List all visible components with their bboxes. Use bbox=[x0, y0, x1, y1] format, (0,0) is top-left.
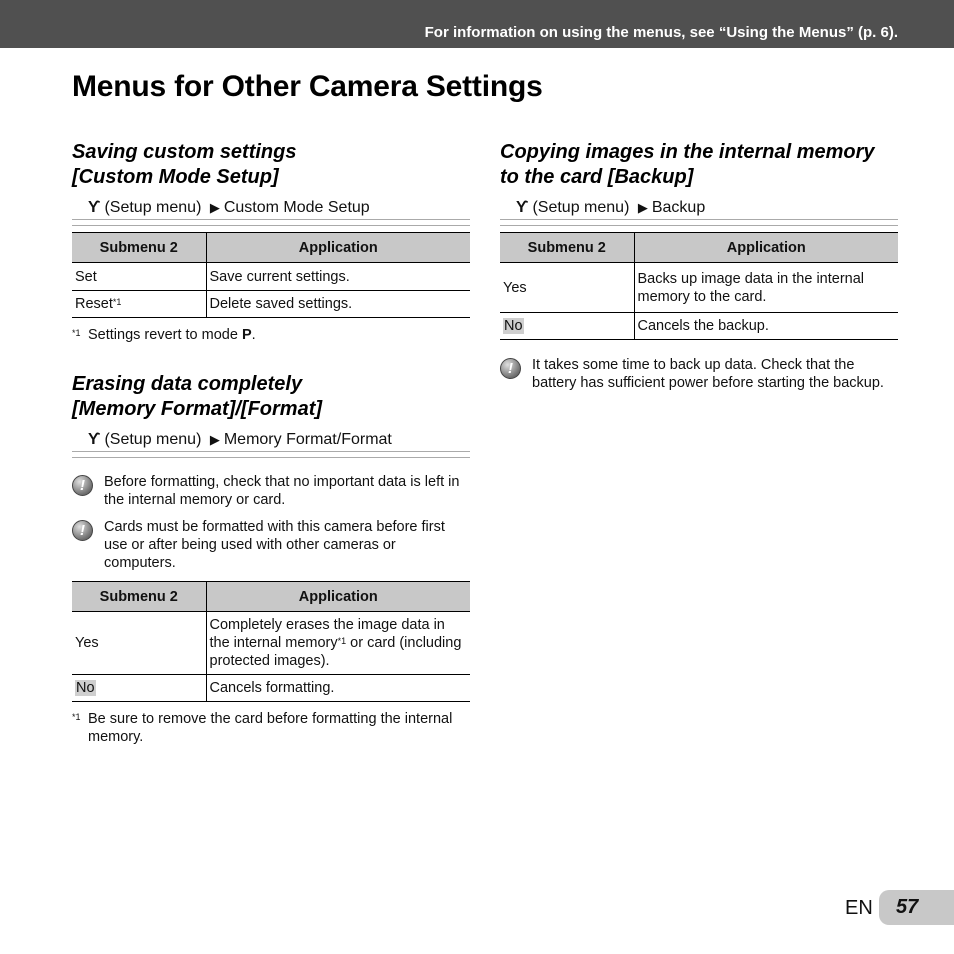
caution-note: ! Before formatting, check that no important data is left in the internal memory or card. bbox=[72, 473, 470, 509]
right-triangle-icon: ▶ bbox=[209, 432, 220, 447]
menu-path-backup: ϒ (Setup menu) ▶ Backup bbox=[500, 198, 898, 220]
header-application: Application bbox=[206, 582, 470, 612]
right-triangle-icon: ▶ bbox=[209, 200, 220, 215]
cell-application: Save current settings. bbox=[206, 263, 470, 291]
table-memory-format bbox=[72, 581, 470, 702]
right-column bbox=[500, 140, 898, 392]
table-row bbox=[72, 612, 470, 675]
table-header-row bbox=[500, 233, 898, 263]
highlighted-default: No bbox=[76, 680, 95, 696]
header-submenu: Submenu 2 bbox=[72, 233, 206, 263]
caution-note: ! Cards must be formatted with this camera before first use or after being used with other cameras or computers. bbox=[72, 518, 470, 572]
header-application: Application bbox=[634, 233, 898, 263]
footnote-custom-mode: *1 Settings revert to mode P. bbox=[72, 327, 256, 343]
table-header-row bbox=[72, 582, 470, 612]
right-triangle-icon: ▶ bbox=[637, 200, 648, 215]
caution-exclamation-icon: ! bbox=[72, 520, 93, 541]
cell-application: Cancels formatting. bbox=[206, 675, 470, 702]
wrench-icon: ϒ bbox=[88, 431, 101, 448]
table-row bbox=[500, 263, 898, 313]
cell-submenu: Reset$^{*1}$ bbox=[72, 291, 206, 318]
header-submenu: Submenu 2 bbox=[500, 233, 634, 263]
cell-application: Delete saved settings. bbox=[206, 291, 470, 318]
footnote-ref: *1 bbox=[112, 297, 122, 307]
highlighted-default: No bbox=[504, 318, 523, 334]
wrench-icon: ϒ bbox=[516, 199, 529, 216]
footnote-ref: *1 bbox=[337, 636, 347, 646]
cell-submenu: Yes bbox=[500, 263, 634, 313]
header-application: Application bbox=[206, 233, 470, 263]
menus-info-text: For information on using the menus, see “Using the Menus” (p. 6). bbox=[424, 24, 898, 41]
table-row bbox=[72, 291, 470, 318]
table-backup bbox=[500, 232, 898, 340]
section-custom-mode bbox=[72, 140, 470, 344]
cell-application: Cancels the backup. bbox=[634, 313, 898, 340]
section-backup bbox=[500, 140, 898, 392]
cell-application: Completely erases the image data in the internal memory$^{*1}$ or card (including protected images). bbox=[206, 612, 470, 675]
page-number: 57 bbox=[896, 896, 919, 918]
table-row bbox=[72, 263, 470, 291]
language-label: EN bbox=[845, 897, 873, 919]
section-heading-memory-format: Erasing data completely [Memory Format]/[Format] bbox=[72, 373, 323, 420]
caution-exclamation-icon: ! bbox=[72, 475, 93, 496]
footnote-memory-format: *1 Be sure to remove the card before formatting the internal memory. bbox=[72, 711, 453, 745]
cell-application: Backs up image data in the internal memory to the card. bbox=[634, 263, 898, 313]
section-memory-format bbox=[72, 372, 470, 746]
page-title: Menus for Other Camera Settings bbox=[72, 70, 543, 103]
table-row bbox=[500, 313, 898, 340]
table-custom-mode bbox=[72, 232, 470, 318]
mode-p-label: P bbox=[241, 327, 252, 343]
menu-path-memory-format: ϒ (Setup menu) ▶ Memory Format/Format bbox=[72, 430, 470, 452]
cell-submenu: Yes bbox=[72, 612, 206, 675]
menu-path-custom-mode: ϒ (Setup menu) ▶ Custom Mode Setup bbox=[72, 198, 470, 220]
top-info-bar bbox=[0, 0, 954, 48]
table-header-row bbox=[72, 233, 470, 263]
section-heading-custom-mode: Saving custom settings [Custom Mode Setup] bbox=[72, 141, 297, 188]
cell-submenu bbox=[500, 313, 634, 340]
section-heading-backup: Copying images in the internal memory to the card [Backup] bbox=[500, 141, 875, 188]
cell-submenu: Set bbox=[72, 263, 206, 291]
caution-note: ! It takes some time to back up data. Check that the battery has sufficient power before starting the backup. bbox=[500, 356, 898, 392]
table-row bbox=[72, 675, 470, 702]
wrench-icon: ϒ bbox=[88, 199, 101, 216]
header-submenu: Submenu 2 bbox=[72, 582, 206, 612]
caution-exclamation-icon: ! bbox=[500, 358, 521, 379]
cell-submenu bbox=[72, 675, 206, 702]
left-column bbox=[72, 140, 470, 746]
